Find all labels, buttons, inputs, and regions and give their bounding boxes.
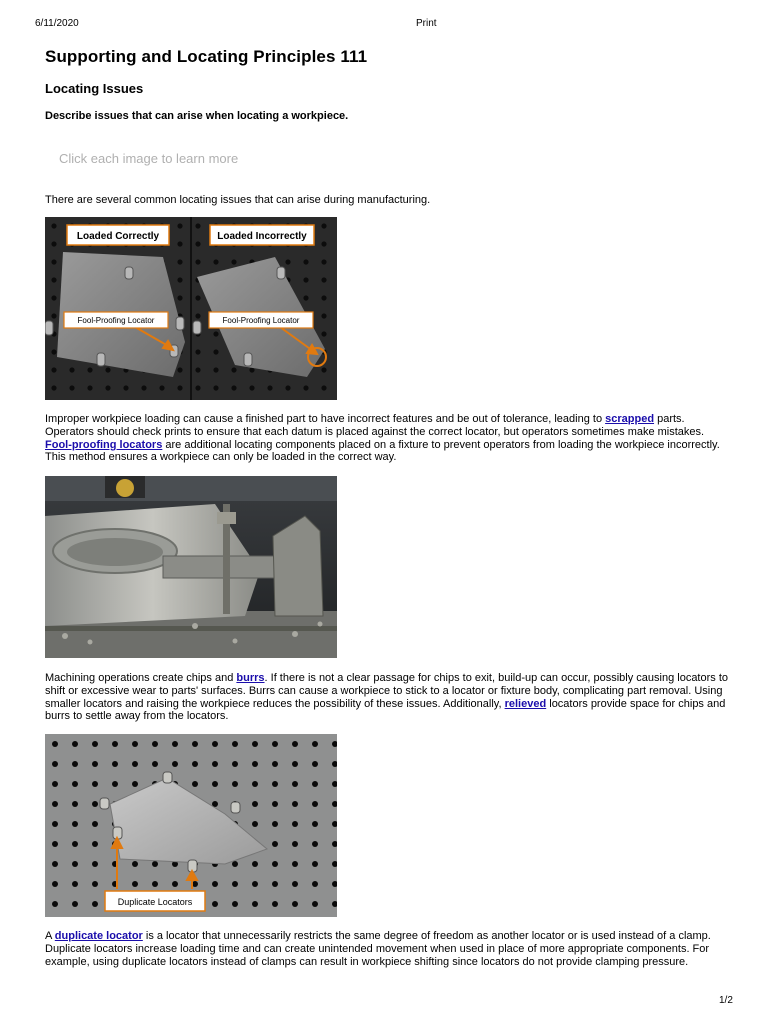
- label-loaded-incorrectly: Loaded Incorrectly: [217, 231, 307, 242]
- machining-illustration: [45, 476, 337, 658]
- objective: Describe issues that can arise when locating a workpiece.: [45, 110, 349, 122]
- page-number: 1/2: [719, 995, 733, 1006]
- link-fool-proofing-locators[interactable]: Fool-proofing locators: [45, 438, 163, 451]
- print-title: Print: [416, 18, 437, 29]
- image-hint: Click each image to learn more: [59, 151, 239, 166]
- callout-duplicate-locators: Duplicate Locators: [117, 897, 193, 907]
- link-relieved[interactable]: relieved: [504, 697, 547, 710]
- fool-proofing-image[interactable]: [45, 217, 337, 400]
- callout-right: Fool-Proofing Locator: [222, 316, 300, 325]
- label-loaded-correctly: Loaded Correctly: [76, 231, 160, 242]
- paragraph-duplicate-locator: A duplicate locator is a locator that unnecessarily restricts the same degree of freedom as another locator or is used instead of a clamp. Duplicate locators increase loading time and can create unintended movement when used in place of more appropriate components. For example, using duplicate locators instead of clamps can result in workpiece shifting since locators do not provide clamping pressure.: [45, 930, 711, 968]
- section-title: Locating Issues: [45, 81, 144, 96]
- paragraph-loading: Improper workpiece loading can cause a finished part to have incorrect features and be out of tolerance, leading to scrapped parts. Operators should check prints to ensure that each datum is placed against the correct locator, but operators sometimes make mistakes. Fool-proofing locators are additional locating components placed on a fixture to prevent operators from loading the workpiece incorrectly. This method ensures a workpiece can only be loaded in the correct way.: [45, 413, 720, 464]
- duplicate-locators-image[interactable]: [45, 734, 337, 917]
- paragraph-chips-burrs: Machining operations create chips and burrs. If there is not a clear passage for chips to exit, build-up can occur, possibly causing locators to shift or excessive wear to parts' surfaces. Burrs can cause a workpiece to stick to a locator or fixture body, complicating part removal. Using smaller locators and raising the workpiece reduces the possibility of these issues. Additionally, relieved locators provide space for chips and burrs to settle away from the locators.: [45, 672, 728, 723]
- callout-left: Fool-Proofing Locator: [77, 316, 155, 325]
- intro-text: There are several common locating issues that can arise during manufacturing.: [45, 194, 431, 206]
- duplicate-locators-illustration: [45, 734, 337, 917]
- print-date: 6/11/2020: [35, 18, 79, 29]
- link-burrs[interactable]: burrs: [236, 672, 265, 684]
- page-title: Supporting and Locating Principles 111: [45, 47, 368, 66]
- link-scrapped[interactable]: scrapped: [605, 413, 655, 425]
- link-duplicate-locator[interactable]: duplicate locator: [54, 930, 143, 942]
- fool-proofing-illustration: [45, 217, 337, 400]
- machining-chips-image[interactable]: [45, 476, 337, 658]
